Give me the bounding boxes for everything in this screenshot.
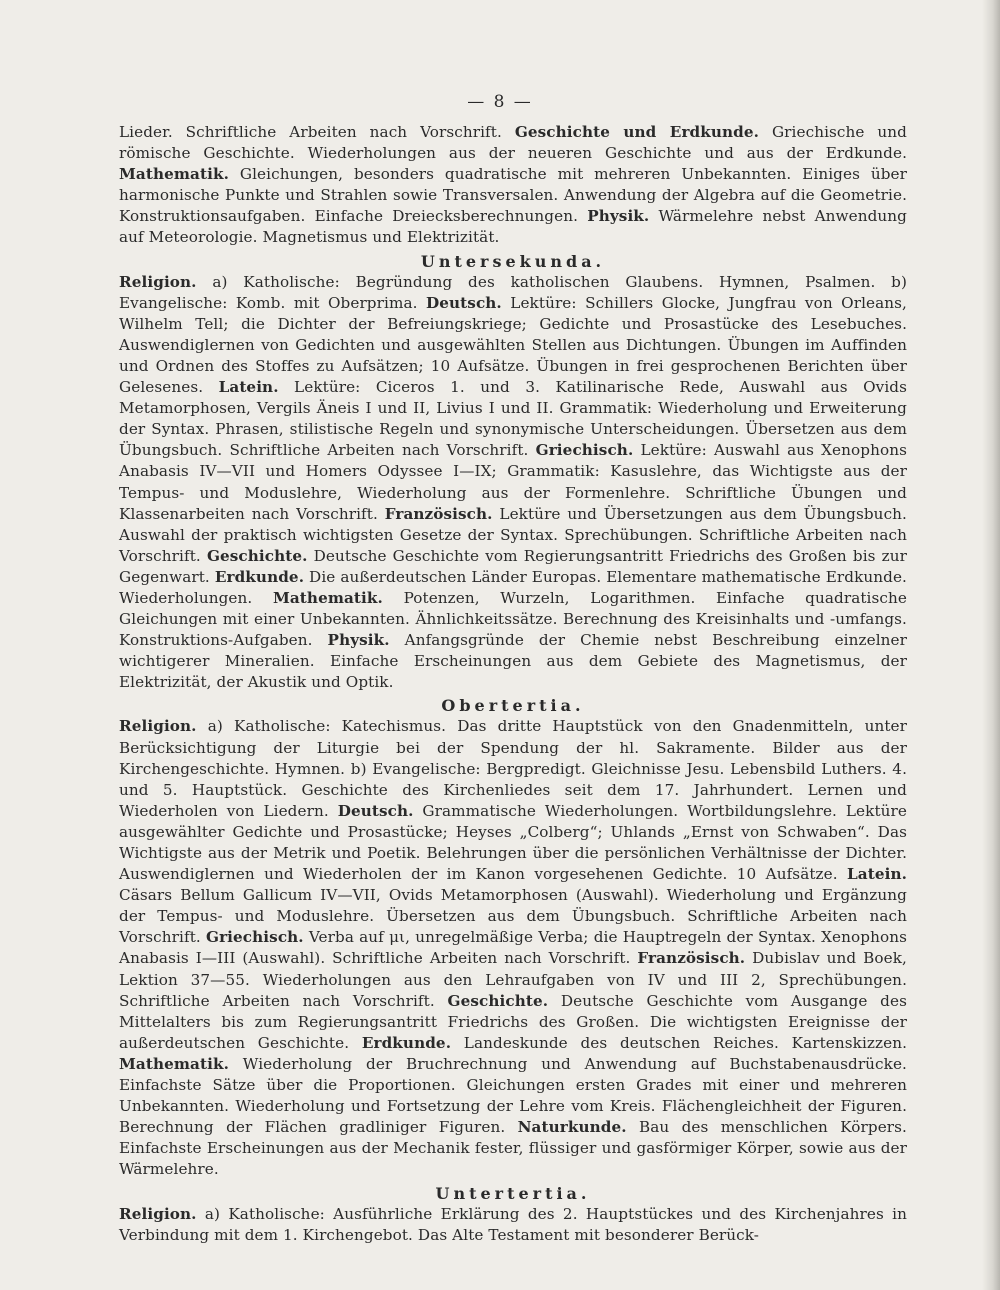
subject-label: Französisch. xyxy=(637,949,746,968)
subject-label: Griechisch. xyxy=(535,441,634,460)
subject-label: Latein. xyxy=(218,378,279,397)
text-run: Lektüre: Schillers Glocke, Jungfrau von Orleans, Wilhelm Tell; die Dichter der Befreiungskriege; Gedichte und Prosastücke des Lesebuches. Auswendiglernen von Gedichten und ausgewählten Stellen aus Dichtungen. Übungen im Auffinden und Ordnen des Stoffes zu Aufsätzen; 10 Aufsätze. Übungen in frei gesprochenen Berichten über Gelesenes. xyxy=(119,293,907,397)
subject-label: Physik. xyxy=(587,207,650,226)
text-run: Dubislav und Boek, Lektion 37—55. Wiederholungen aus den Lehraufgaben von IV und III 2, Sprechübungen. Schriftliche Arbeiten nach Vorschrift. xyxy=(119,949,907,1010)
section-heading-untersekunda: Untersekunda. xyxy=(420,251,606,271)
obertertia-paragraph xyxy=(119,716,907,1180)
text-run: Landeskunde des deutschen Reiches. Kartenskizzen. xyxy=(451,1033,908,1052)
text-run: a) Katholische: Ausführliche Erklärung des 2. Hauptstückes und des Kirchenjahres in Verbindung mit dem 1. Kirchengebot. Das Alte Testament mit besonderer Berück- xyxy=(119,1204,907,1244)
text-run: Wiederholung der Bruchrechnung und Anwendung auf Buchstabenausdrücke. Einfachste Sätze über die Proportionen. Gleichungen ersten Grades mit einer und mehreren Unbekannten. Wiederholung und Fortsetzung der Lehre vom Kreis. Flächengleichheit der Figuren. Berechnung der Flächen gradliniger Figuren. xyxy=(119,1054,907,1137)
subject-label: Mathematik. xyxy=(119,165,229,184)
text-run: a) Katholische: Begründung des katholischen Glaubens. Hymnen, Psalmen. b) Evangelische: Komb. mit Oberprima. xyxy=(119,272,907,312)
binding-shadow xyxy=(982,0,1000,1290)
subject-label: Latein. xyxy=(847,865,907,884)
subject-label: Geschichte. xyxy=(447,991,549,1010)
text-run: Verba auf μι, unregelmäßige Verba; die Hauptregeln der Syntax. Xenophons Anabasis I—III (Auswahl). Schriftliche Arbeiten nach Vorschrift. xyxy=(119,928,907,968)
text-run: Potenzen, Wurzeln, Logarithmen. Einfache quadratische Gleichungen mit einer Unbekannten. Ähnlichkeitssätze. Berechnung des Kreisinhalts und -umfangs. Konstruktions-Aufgaben. xyxy=(119,588,907,650)
text-run: Deutsche Geschichte vom Ausgange des Mittelalters bis zum Regierungsantritt Friedrichs des Großen. Die wichtigsten Ereignisse der außerdeutschen Geschichte. xyxy=(119,991,907,1052)
subject-label: Erdkunde. xyxy=(361,1033,452,1052)
subject-label: Naturkunde. xyxy=(517,1118,627,1137)
text-run: Lektüre: Auswahl aus Xenophons Anabasis IV—VII und Homers Odyssee I—IX; Grammatik: Kasuslehre, das Wichtigste aus der Tempus- und Moduslehre, Wiederholung aus der Formenlehre. Schriftliche Übungen und Klassenarbeiten nach Vorschrift. xyxy=(119,441,907,523)
text-run: Gleichungen, besonders quadratische mit mehreren Unbekannten. Einiges über harmonische Punkte und Strahlen sowie Transversalen. Anwendung der Algebra auf die Geometrie. Konstruktionsaufgaben. Einfache Dreiecksberechnungen. xyxy=(119,165,907,226)
text-run: Die außerdeutschen Länder Europas. Elementare mathematische Erdkunde. Wiederholungen. xyxy=(119,567,907,607)
text-run: Bau des menschlichen Körpers. Einfachste Erscheinungen aus der Mechanik fester, flüssiger und gasförmiger Körper, sowie aus der Wärmelehre. xyxy=(119,1118,907,1179)
subject-label: Religion. xyxy=(119,717,197,736)
section-heading-obertertia: Obertertia. xyxy=(441,696,585,716)
section-heading-untertertia: Untertertia. xyxy=(435,1183,591,1203)
subject-label: Geschichte. xyxy=(206,546,308,565)
text-run: Griechische und römische Geschichte. Wiederholungen aus der neueren Geschichte und aus der Erdkunde. xyxy=(119,123,907,163)
text-run: Cäsars Bellum Gallicum IV—VII, Ovids Metamorphosen (Auswahl). Wiederholung und Ergänzung der Tempus- und Moduslehre. Übersetzen aus dem Übungsbuch. Schriftliche Arbeiten nach Vorschrift. xyxy=(119,886,907,947)
text-run: Anfangsgründe der Chemie nebst Beschreibung einzelner wichtigerer Mineralien. Einfache Erscheinungen aus dem Gebiete des Magnetismus, der Elektrizität, der Akustik und Optik. xyxy=(119,631,908,692)
text-run: Lektüre: Ciceros 1. und 3. Katilinarische Rede, Auswahl aus Ovids Metamorphosen, Vergils Äneis I und II, Livius I und II. Grammatik: Wiederholung und Erweiterung der Syntax. Phrasen, stilistische Regeln und synonymische Unterscheidungen. Übersetzen aus dem Übungsbuch. Schriftliche Arbeiten nach Vorschrift. xyxy=(119,378,907,460)
subject-label: Mathematik. xyxy=(119,1054,229,1073)
text-run: Grammatische Wiederholungen. Wortbildungslehre. Lektüre ausgewählter Gedichte und Prosastücke; Heyses „Colberg“; Uhlands „Ernst von Schwaben“. Das Wichtigste aus der Metrik und Poetik. Belehrungen über die persönlichen Verhältnisse der Dichter. Auswendiglernen und Wiederholen der im Kanon vorgesehenen Gedichte. 10 Aufsätze. xyxy=(119,801,907,884)
subject-label: Deutsch. xyxy=(426,293,502,312)
untersekunda-paragraph xyxy=(119,272,907,694)
text-run: Wärmelehre nebst Anwendung auf Meteorologie. Magnetismus und Elektrizität. xyxy=(119,207,908,247)
subject-label: Deutsch. xyxy=(337,801,414,820)
untertertia-paragraph xyxy=(119,1204,907,1246)
page-number: — 8 — xyxy=(467,92,533,112)
subject-label: Französisch. xyxy=(384,504,493,523)
intro-paragraph xyxy=(119,122,907,249)
text-run: Deutsche Geschichte vom Regierungsantritt Friedrichs des Großen bis zur Gegenwart. xyxy=(119,546,907,586)
subject-label: Mathematik. xyxy=(272,588,383,607)
subject-label: Religion. xyxy=(119,272,197,291)
subject-label: Geschichte und Erdkunde. xyxy=(514,123,760,141)
text-run: a) Katholische: Katechismus. Das dritte Hauptstück von den Gnadenmitteln, unter Berücksichtigung der Liturgie bei der Spendung der hl. Sakramente. Bilder aus der Kirchengeschichte. Hymnen. b) Evangelische: Bergpredigt. Gleichnisse Jesu. Lebensbild Luthers. 4. und 5. Hauptstück. Geschichte des Kirchenliedes seit dem 17. Jahrhundert. Lernen und Wiederholen von Liedern. xyxy=(119,717,907,820)
subject-label: Physik. xyxy=(327,631,390,650)
subject-label: Griechisch. xyxy=(206,928,304,947)
subject-label: Erdkunde. xyxy=(214,567,305,586)
text-run: Lektüre und Übersetzungen aus dem Übungsbuch. Auswahl der praktisch wichtigsten Gesetze der Syntax. Sprechübungen. Schriftliche Arbeiten nach Vorschrift. xyxy=(119,504,907,565)
text-run: Lieder. Schriftliche Arbeiten nach Vorschrift. xyxy=(119,123,515,141)
subject-label: Religion. xyxy=(119,1204,197,1223)
document-body xyxy=(119,122,907,1246)
